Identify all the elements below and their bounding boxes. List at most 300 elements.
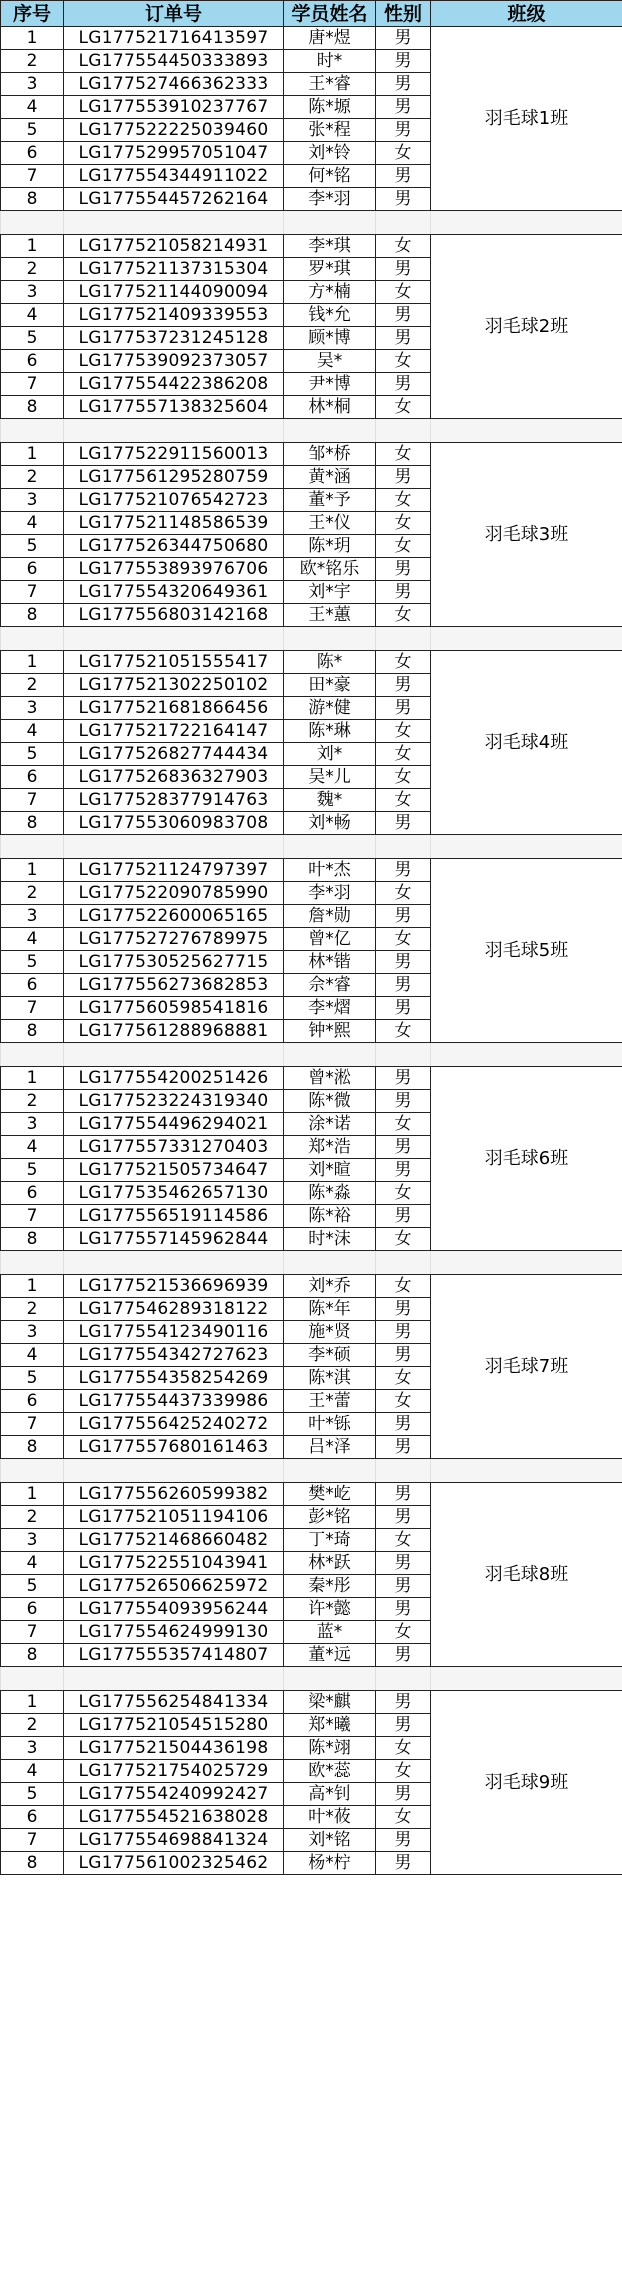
group-separator-row bbox=[1, 419, 622, 443]
order-number-cell: LG177521681866456 bbox=[64, 697, 284, 720]
student-name-cell: 高*钊 bbox=[284, 1783, 376, 1806]
order-number-cell: LG177522090785990 bbox=[64, 882, 284, 905]
student-name-cell: 陈*塬 bbox=[284, 96, 376, 119]
gender-cell: 女 bbox=[376, 928, 431, 951]
class-name-cell: 羽毛球3班 bbox=[431, 443, 622, 627]
gender-cell: 男 bbox=[376, 1644, 431, 1667]
empty-cell bbox=[64, 1667, 284, 1691]
row-index-cell: 6 bbox=[1, 974, 64, 997]
empty-cell bbox=[431, 1251, 622, 1275]
student-name-cell: 丁*琦 bbox=[284, 1529, 376, 1552]
empty-cell bbox=[284, 1251, 376, 1275]
gender-cell: 男 bbox=[376, 327, 431, 350]
student-name-cell: 黄*涵 bbox=[284, 466, 376, 489]
header-class: 班级 bbox=[431, 1, 622, 27]
group-separator-row bbox=[1, 211, 622, 235]
class-name-cell: 羽毛球8班 bbox=[431, 1483, 622, 1667]
order-number-cell: LG177554521638028 bbox=[64, 1806, 284, 1829]
gender-cell: 男 bbox=[376, 697, 431, 720]
empty-cell bbox=[64, 1459, 284, 1483]
class-name-cell: 羽毛球2班 bbox=[431, 235, 622, 419]
student-name-cell: 杨*柠 bbox=[284, 1852, 376, 1875]
order-number-cell: LG177557331270403 bbox=[64, 1136, 284, 1159]
empty-cell bbox=[1, 1459, 64, 1483]
row-index-cell: 8 bbox=[1, 1228, 64, 1251]
student-name-cell: 王*蕾 bbox=[284, 1390, 376, 1413]
student-name-cell: 李*熠 bbox=[284, 997, 376, 1020]
order-number-cell: LG177526827744434 bbox=[64, 743, 284, 766]
gender-cell: 女 bbox=[376, 1806, 431, 1829]
empty-cell bbox=[64, 835, 284, 859]
row-index-cell: 6 bbox=[1, 142, 64, 165]
gender-cell: 男 bbox=[376, 1714, 431, 1737]
gender-cell: 男 bbox=[376, 258, 431, 281]
class-name-cell: 羽毛球5班 bbox=[431, 859, 622, 1043]
order-number-cell: LG177521716413597 bbox=[64, 27, 284, 50]
gender-cell: 男 bbox=[376, 1575, 431, 1598]
student-name-cell: 彭*铭 bbox=[284, 1506, 376, 1529]
student-name-cell: 董*远 bbox=[284, 1644, 376, 1667]
table-row bbox=[1, 1067, 622, 1090]
gender-cell: 男 bbox=[376, 165, 431, 188]
row-index-cell: 4 bbox=[1, 96, 64, 119]
row-index-cell: 7 bbox=[1, 997, 64, 1020]
row-index-cell: 1 bbox=[1, 1483, 64, 1506]
empty-cell bbox=[376, 1667, 431, 1691]
gender-cell: 女 bbox=[376, 1020, 431, 1043]
student-name-cell: 许*懿 bbox=[284, 1598, 376, 1621]
student-name-cell: 何*铭 bbox=[284, 165, 376, 188]
gender-cell: 女 bbox=[376, 604, 431, 627]
student-name-cell: 钱*允 bbox=[284, 304, 376, 327]
gender-cell: 男 bbox=[376, 859, 431, 882]
order-number-cell: LG177554240992427 bbox=[64, 1783, 284, 1806]
gender-cell: 男 bbox=[376, 1090, 431, 1113]
student-name-cell: 林*桐 bbox=[284, 396, 376, 419]
gender-cell: 女 bbox=[376, 720, 431, 743]
table-row bbox=[1, 235, 622, 258]
row-index-cell: 5 bbox=[1, 743, 64, 766]
student-name-cell: 欧*铭乐 bbox=[284, 558, 376, 581]
order-number-cell: LG177537231245128 bbox=[64, 327, 284, 350]
empty-cell bbox=[64, 627, 284, 651]
row-index-cell: 8 bbox=[1, 1436, 64, 1459]
row-index-cell: 2 bbox=[1, 1714, 64, 1737]
empty-cell bbox=[284, 627, 376, 651]
student-name-cell: 刘*暄 bbox=[284, 1159, 376, 1182]
empty-cell bbox=[284, 1459, 376, 1483]
row-index-cell: 7 bbox=[1, 373, 64, 396]
row-index-cell: 4 bbox=[1, 720, 64, 743]
group-separator-row bbox=[1, 1667, 622, 1691]
row-index-cell: 5 bbox=[1, 1367, 64, 1390]
empty-cell bbox=[376, 1251, 431, 1275]
empty-cell bbox=[376, 835, 431, 859]
row-index-cell: 6 bbox=[1, 766, 64, 789]
empty-cell bbox=[376, 419, 431, 443]
student-name-cell: 罗*琪 bbox=[284, 258, 376, 281]
row-index-cell: 3 bbox=[1, 281, 64, 304]
student-name-cell: 林*锴 bbox=[284, 951, 376, 974]
student-name-cell: 田*豪 bbox=[284, 674, 376, 697]
order-number-cell: LG177530525627715 bbox=[64, 951, 284, 974]
gender-cell: 男 bbox=[376, 997, 431, 1020]
empty-cell bbox=[64, 211, 284, 235]
empty-cell bbox=[431, 1043, 622, 1067]
empty-cell bbox=[431, 211, 622, 235]
gender-cell: 男 bbox=[376, 119, 431, 142]
class-name-cell: 羽毛球4班 bbox=[431, 651, 622, 835]
student-name-cell: 刘*乔 bbox=[284, 1275, 376, 1298]
student-name-cell: 李*羽 bbox=[284, 188, 376, 211]
gender-cell: 男 bbox=[376, 1436, 431, 1459]
order-number-cell: LG177521505734647 bbox=[64, 1159, 284, 1182]
row-index-cell: 4 bbox=[1, 512, 64, 535]
student-name-cell: 唐*煜 bbox=[284, 27, 376, 50]
order-number-cell: LG177561288968881 bbox=[64, 1020, 284, 1043]
student-name-cell: 时* bbox=[284, 50, 376, 73]
gender-cell: 女 bbox=[376, 743, 431, 766]
gender-cell: 男 bbox=[376, 1483, 431, 1506]
gender-cell: 女 bbox=[376, 396, 431, 419]
header-order-number: 订单号 bbox=[64, 1, 284, 27]
gender-cell: 女 bbox=[376, 1113, 431, 1136]
student-name-cell: 尹*博 bbox=[284, 373, 376, 396]
header-row bbox=[1, 1, 622, 27]
table-row bbox=[1, 651, 622, 674]
empty-cell bbox=[376, 627, 431, 651]
row-index-cell: 4 bbox=[1, 1344, 64, 1367]
student-name-cell: 王*睿 bbox=[284, 73, 376, 96]
gender-cell: 女 bbox=[376, 1182, 431, 1205]
row-index-cell: 5 bbox=[1, 119, 64, 142]
student-name-cell: 施*贤 bbox=[284, 1321, 376, 1344]
student-name-cell: 陈*淼 bbox=[284, 1182, 376, 1205]
order-number-cell: LG177554344911022 bbox=[64, 165, 284, 188]
order-number-cell: LG177521051194106 bbox=[64, 1506, 284, 1529]
order-number-cell: LG177554496294021 bbox=[64, 1113, 284, 1136]
order-number-cell: LG177521144090094 bbox=[64, 281, 284, 304]
empty-cell bbox=[284, 419, 376, 443]
row-index-cell: 3 bbox=[1, 697, 64, 720]
gender-cell: 男 bbox=[376, 1552, 431, 1575]
gender-cell: 男 bbox=[376, 1506, 431, 1529]
student-name-cell: 吴* bbox=[284, 350, 376, 373]
row-index-cell: 4 bbox=[1, 304, 64, 327]
row-index-cell: 8 bbox=[1, 188, 64, 211]
gender-cell: 女 bbox=[376, 1760, 431, 1783]
empty-cell bbox=[376, 211, 431, 235]
group-separator-row bbox=[1, 1459, 622, 1483]
gender-cell: 男 bbox=[376, 1413, 431, 1436]
order-number-cell: LG177554422386208 bbox=[64, 373, 284, 396]
order-number-cell: LG177557145962844 bbox=[64, 1228, 284, 1251]
table-row bbox=[1, 859, 622, 882]
order-number-cell: LG177521137315304 bbox=[64, 258, 284, 281]
order-number-cell: LG177526344750680 bbox=[64, 535, 284, 558]
student-name-cell: 叶*莜 bbox=[284, 1806, 376, 1829]
order-number-cell: LG177554123490116 bbox=[64, 1321, 284, 1344]
student-name-cell: 方*楠 bbox=[284, 281, 376, 304]
row-index-cell: 1 bbox=[1, 1691, 64, 1714]
gender-cell: 男 bbox=[376, 1691, 431, 1714]
gender-cell: 女 bbox=[376, 1529, 431, 1552]
gender-cell: 女 bbox=[376, 142, 431, 165]
gender-cell: 男 bbox=[376, 905, 431, 928]
row-index-cell: 2 bbox=[1, 1506, 64, 1529]
order-number-cell: LG177521722164147 bbox=[64, 720, 284, 743]
student-name-cell: 刘*畅 bbox=[284, 812, 376, 835]
student-name-cell: 王*仪 bbox=[284, 512, 376, 535]
order-number-cell: LG177556803142168 bbox=[64, 604, 284, 627]
table-row bbox=[1, 1275, 622, 1298]
student-name-cell: 李*琪 bbox=[284, 235, 376, 258]
gender-cell: 女 bbox=[376, 1367, 431, 1390]
group-separator-row bbox=[1, 1251, 622, 1275]
group-separator-row bbox=[1, 1043, 622, 1067]
student-name-cell: 梁*麒 bbox=[284, 1691, 376, 1714]
row-index-cell: 2 bbox=[1, 674, 64, 697]
student-name-cell: 叶*铄 bbox=[284, 1413, 376, 1436]
student-name-cell: 顾*博 bbox=[284, 327, 376, 350]
empty-cell bbox=[431, 627, 622, 651]
empty-cell bbox=[376, 1459, 431, 1483]
student-name-cell: 李*硕 bbox=[284, 1344, 376, 1367]
student-name-cell: 樊*屹 bbox=[284, 1483, 376, 1506]
row-index-cell: 1 bbox=[1, 235, 64, 258]
order-number-cell: LG177554093956244 bbox=[64, 1598, 284, 1621]
table-row bbox=[1, 1691, 622, 1714]
gender-cell: 女 bbox=[376, 1228, 431, 1251]
order-number-cell: LG177556254841334 bbox=[64, 1691, 284, 1714]
header-index: 序号 bbox=[1, 1, 64, 27]
gender-cell: 男 bbox=[376, 1136, 431, 1159]
student-name-cell: 佘*睿 bbox=[284, 974, 376, 997]
row-index-cell: 7 bbox=[1, 789, 64, 812]
table-row bbox=[1, 443, 622, 466]
order-number-cell: LG177521124797397 bbox=[64, 859, 284, 882]
gender-cell: 女 bbox=[376, 882, 431, 905]
row-index-cell: 5 bbox=[1, 1575, 64, 1598]
gender-cell: 男 bbox=[376, 1829, 431, 1852]
order-number-cell: LG177521536696939 bbox=[64, 1275, 284, 1298]
row-index-cell: 6 bbox=[1, 350, 64, 373]
gender-cell: 男 bbox=[376, 188, 431, 211]
row-index-cell: 7 bbox=[1, 1413, 64, 1436]
row-index-cell: 6 bbox=[1, 1806, 64, 1829]
student-name-cell: 刘*铭 bbox=[284, 1829, 376, 1852]
row-index-cell: 2 bbox=[1, 50, 64, 73]
order-number-cell: LG177560598541816 bbox=[64, 997, 284, 1020]
gender-cell: 女 bbox=[376, 766, 431, 789]
student-name-cell: 陈*微 bbox=[284, 1090, 376, 1113]
row-index-cell: 5 bbox=[1, 951, 64, 974]
row-index-cell: 1 bbox=[1, 1067, 64, 1090]
empty-cell bbox=[284, 1667, 376, 1691]
order-number-cell: LG177539092373057 bbox=[64, 350, 284, 373]
order-number-cell: LG177526836327903 bbox=[64, 766, 284, 789]
gender-cell: 女 bbox=[376, 1621, 431, 1644]
row-index-cell: 1 bbox=[1, 651, 64, 674]
order-number-cell: LG177528377914763 bbox=[64, 789, 284, 812]
student-name-cell: 王*蕙 bbox=[284, 604, 376, 627]
gender-cell: 男 bbox=[376, 27, 431, 50]
order-number-cell: LG177521148586539 bbox=[64, 512, 284, 535]
gender-cell: 男 bbox=[376, 1205, 431, 1228]
order-number-cell: LG177557680161463 bbox=[64, 1436, 284, 1459]
row-index-cell: 3 bbox=[1, 73, 64, 96]
row-index-cell: 7 bbox=[1, 1829, 64, 1852]
student-name-cell: 刘*宇 bbox=[284, 581, 376, 604]
row-index-cell: 8 bbox=[1, 1852, 64, 1875]
order-number-cell: LG177521054515280 bbox=[64, 1714, 284, 1737]
class-name-cell: 羽毛球7班 bbox=[431, 1275, 622, 1459]
student-name-cell: 涂*诺 bbox=[284, 1113, 376, 1136]
gender-cell: 男 bbox=[376, 1298, 431, 1321]
empty-cell bbox=[64, 1251, 284, 1275]
empty-cell bbox=[1, 211, 64, 235]
gender-cell: 女 bbox=[376, 1390, 431, 1413]
row-index-cell: 7 bbox=[1, 165, 64, 188]
row-index-cell: 2 bbox=[1, 882, 64, 905]
order-number-cell: LG177553060983708 bbox=[64, 812, 284, 835]
order-number-cell: LG177523224319340 bbox=[64, 1090, 284, 1113]
gender-cell: 男 bbox=[376, 1783, 431, 1806]
order-number-cell: LG177521051555417 bbox=[64, 651, 284, 674]
gender-cell: 女 bbox=[376, 512, 431, 535]
student-name-cell: 钟*熙 bbox=[284, 1020, 376, 1043]
student-name-cell: 曾*亿 bbox=[284, 928, 376, 951]
student-name-cell: 时*沫 bbox=[284, 1228, 376, 1251]
order-number-cell: LG177522600065165 bbox=[64, 905, 284, 928]
student-name-cell: 魏* bbox=[284, 789, 376, 812]
row-index-cell: 7 bbox=[1, 581, 64, 604]
row-index-cell: 2 bbox=[1, 466, 64, 489]
student-name-cell: 曾*淞 bbox=[284, 1067, 376, 1090]
row-index-cell: 8 bbox=[1, 1020, 64, 1043]
student-name-cell: 董*予 bbox=[284, 489, 376, 512]
student-name-cell: 张*程 bbox=[284, 119, 376, 142]
table-body bbox=[1, 1, 622, 1875]
row-index-cell: 1 bbox=[1, 27, 64, 50]
student-name-cell: 李*羽 bbox=[284, 882, 376, 905]
row-index-cell: 3 bbox=[1, 1737, 64, 1760]
order-number-cell: LG177554624999130 bbox=[64, 1621, 284, 1644]
gender-cell: 男 bbox=[376, 674, 431, 697]
header-gender: 性别 bbox=[376, 1, 431, 27]
order-number-cell: LG177553910237767 bbox=[64, 96, 284, 119]
order-number-cell: LG177554450333893 bbox=[64, 50, 284, 73]
row-index-cell: 6 bbox=[1, 558, 64, 581]
student-name-cell: 郑*浩 bbox=[284, 1136, 376, 1159]
gender-cell: 男 bbox=[376, 96, 431, 119]
empty-cell bbox=[431, 1667, 622, 1691]
student-name-cell: 吴*儿 bbox=[284, 766, 376, 789]
student-name-cell: 陈*玥 bbox=[284, 535, 376, 558]
class-name-cell: 羽毛球9班 bbox=[431, 1691, 622, 1875]
gender-cell: 男 bbox=[376, 1852, 431, 1875]
order-number-cell: LG177554457262164 bbox=[64, 188, 284, 211]
row-index-cell: 7 bbox=[1, 1205, 64, 1228]
class-name-cell: 羽毛球6班 bbox=[431, 1067, 622, 1251]
student-name-cell: 刘* bbox=[284, 743, 376, 766]
row-index-cell: 4 bbox=[1, 928, 64, 951]
row-index-cell: 8 bbox=[1, 1644, 64, 1667]
row-index-cell: 5 bbox=[1, 327, 64, 350]
row-index-cell: 6 bbox=[1, 1598, 64, 1621]
student-name-cell: 陈* bbox=[284, 651, 376, 674]
order-number-cell: LG177557138325604 bbox=[64, 396, 284, 419]
gender-cell: 女 bbox=[376, 535, 431, 558]
gender-cell: 男 bbox=[376, 1344, 431, 1367]
row-index-cell: 2 bbox=[1, 1298, 64, 1321]
student-name-cell: 陈*琳 bbox=[284, 720, 376, 743]
header-student-name: 学员姓名 bbox=[284, 1, 376, 27]
group-separator-row bbox=[1, 627, 622, 651]
row-index-cell: 3 bbox=[1, 1529, 64, 1552]
empty-cell bbox=[1, 419, 64, 443]
gender-cell: 男 bbox=[376, 974, 431, 997]
student-name-cell: 邹*桥 bbox=[284, 443, 376, 466]
gender-cell: 女 bbox=[376, 235, 431, 258]
empty-cell bbox=[431, 419, 622, 443]
row-index-cell: 4 bbox=[1, 1552, 64, 1575]
row-index-cell: 8 bbox=[1, 396, 64, 419]
gender-cell: 男 bbox=[376, 1067, 431, 1090]
order-number-cell: LG177554358254269 bbox=[64, 1367, 284, 1390]
gender-cell: 男 bbox=[376, 373, 431, 396]
class-name-cell: 羽毛球1班 bbox=[431, 27, 622, 211]
order-number-cell: LG177546289318122 bbox=[64, 1298, 284, 1321]
student-name-cell: 刘*铃 bbox=[284, 142, 376, 165]
gender-cell: 男 bbox=[376, 50, 431, 73]
order-number-cell: LG177553893976706 bbox=[64, 558, 284, 581]
order-number-cell: LG177561295280759 bbox=[64, 466, 284, 489]
student-name-cell: 陈*年 bbox=[284, 1298, 376, 1321]
gender-cell: 男 bbox=[376, 466, 431, 489]
student-name-cell: 陈*淇 bbox=[284, 1367, 376, 1390]
empty-cell bbox=[1, 627, 64, 651]
order-number-cell: LG177522225039460 bbox=[64, 119, 284, 142]
order-number-cell: LG177556425240272 bbox=[64, 1413, 284, 1436]
gender-cell: 女 bbox=[376, 789, 431, 812]
order-number-cell: LG177522911560013 bbox=[64, 443, 284, 466]
row-index-cell: 8 bbox=[1, 604, 64, 627]
empty-cell bbox=[1, 1251, 64, 1275]
row-index-cell: 3 bbox=[1, 489, 64, 512]
row-index-cell: 3 bbox=[1, 1113, 64, 1136]
row-index-cell: 8 bbox=[1, 812, 64, 835]
gender-cell: 女 bbox=[376, 651, 431, 674]
gender-cell: 女 bbox=[376, 281, 431, 304]
gender-cell: 女 bbox=[376, 350, 431, 373]
row-index-cell: 4 bbox=[1, 1136, 64, 1159]
gender-cell: 男 bbox=[376, 304, 431, 327]
row-index-cell: 6 bbox=[1, 1182, 64, 1205]
row-index-cell: 3 bbox=[1, 905, 64, 928]
row-index-cell: 1 bbox=[1, 1275, 64, 1298]
empty-cell bbox=[431, 1459, 622, 1483]
order-number-cell: LG177527276789975 bbox=[64, 928, 284, 951]
gender-cell: 男 bbox=[376, 73, 431, 96]
student-name-cell: 秦*彤 bbox=[284, 1575, 376, 1598]
gender-cell: 男 bbox=[376, 1598, 431, 1621]
table-row bbox=[1, 27, 622, 50]
gender-cell: 男 bbox=[376, 558, 431, 581]
gender-cell: 女 bbox=[376, 1275, 431, 1298]
row-index-cell: 7 bbox=[1, 1621, 64, 1644]
row-index-cell: 2 bbox=[1, 258, 64, 281]
